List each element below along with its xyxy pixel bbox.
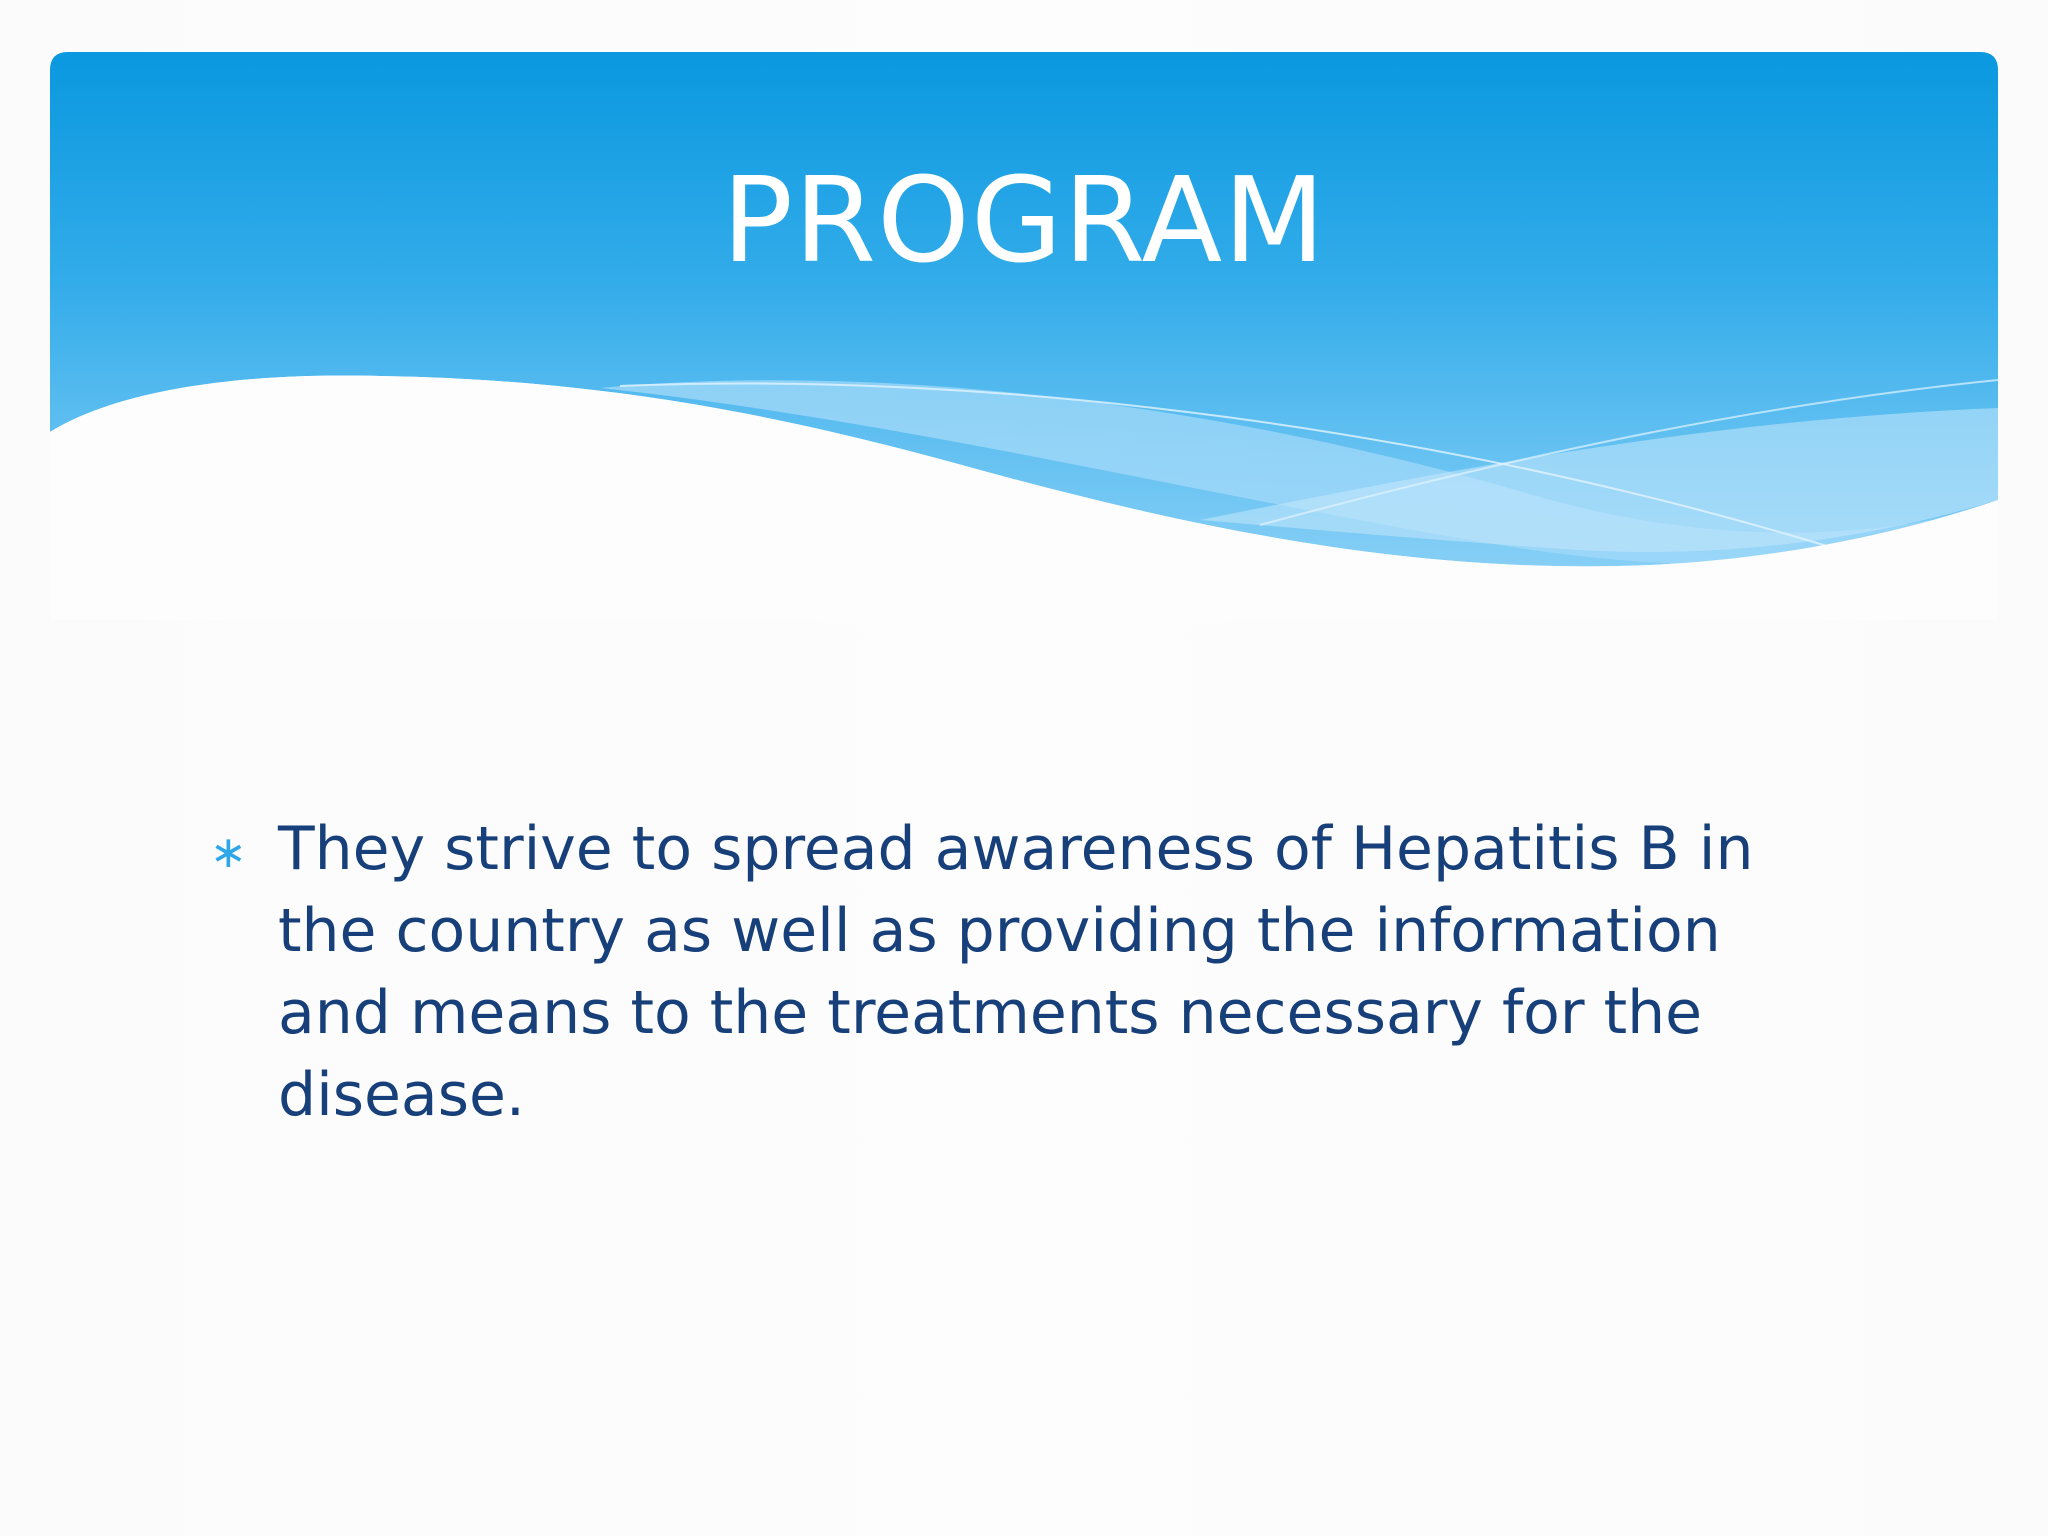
header-wave-banner [0,0,2048,620]
bullet-text: They strive to spread awareness of Hepatitis B in the country as well as providing the information and means to the treatments necessary for the disease. [278,814,1754,1130]
asterisk-bullet-icon: ∗ [210,827,247,878]
bullet-list [210,808,1830,1136]
slide-title: PROGRAM [721,151,1327,289]
